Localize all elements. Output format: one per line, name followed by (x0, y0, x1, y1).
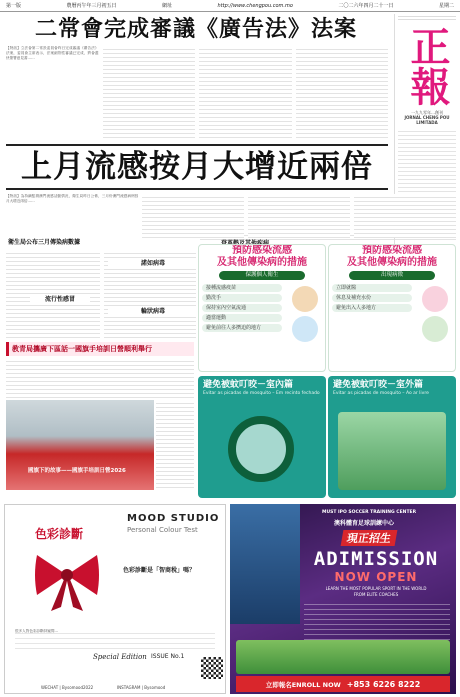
article-ad-law-col2 (103, 46, 196, 138)
soccer-school-name: MUST IPO SOCCER TRAINING CENTER (322, 510, 417, 515)
mosquito-indoor-title: 避免被蚊叮咬－室內篇 (203, 380, 294, 390)
site-url[interactable]: http://www.chengpou.com.mo (217, 2, 293, 9)
subhead-norovirus: 諾如病毒 (108, 260, 198, 268)
mosquito-panel-indoor (198, 376, 326, 498)
subhead-influenza: 流行性感冒 (30, 296, 90, 304)
panel-right-item: 避免出入人多地方 (332, 304, 412, 312)
ad-mood-edition: Special Edition (93, 653, 147, 661)
article-flu-top (6, 194, 456, 238)
panel-left-item: 接種流感疫苗 (202, 284, 282, 292)
qr-code-icon[interactable] (201, 657, 223, 679)
panel-left-item: 保持室內空氣流通 (202, 304, 282, 312)
masthead-english: JORNAL CHENG POU LIMITADA (404, 115, 450, 125)
issue-date: 二〇二六年四月二十一日 (338, 3, 394, 9)
outdoor-spray-photo (338, 412, 446, 490)
headline-education: 教青局攜廣下區話一國旗手培訓日營順利舉行 (12, 345, 152, 353)
article-ad-law-body (6, 46, 388, 138)
newspaper-logo: 正報 (404, 26, 451, 106)
ad-mood-wechat: WECHAT | Bysomood2022 (41, 685, 94, 690)
soccer-line-1: LEARN THE MOST POPULAR SPORT IN THE WORLD (325, 586, 427, 591)
soccer-players-photo (230, 504, 300, 624)
soccer-admission: ADIMISSION (313, 548, 439, 570)
flu-col-a (6, 250, 100, 340)
panel-left-title-1: 預防感染流感 (232, 245, 292, 256)
subhead-march-data: 衛生局公布三月傳染病數據 (8, 239, 81, 246)
ad-mood-issue: ISSUE No.1 (151, 653, 185, 660)
article-ad-law-lead: 【特訊】立法會第二常設委員會昨日完成審議《廣告法》法案，委員會主席表示，法案細則性審議已完成，將會盡快簽署意見書…… (6, 46, 99, 60)
education-side-text (156, 400, 194, 490)
site-label: 網址 (162, 3, 173, 9)
headline-flag-bar (6, 342, 194, 356)
article-flu-lead: 【特訊】為持續監測澳門流感活動情況，衛生局昨日公佈，三月份澳門流感病例按月大增近兩倍…… (6, 194, 139, 203)
subhead-rotavirus: 輪狀病毒 (108, 308, 198, 316)
panel-left-item: 避免前往人多擠迫的地方 (202, 324, 282, 332)
article-flu-col2 (142, 194, 244, 238)
ad-mood-studio-name: MOOD STUDIO (127, 513, 220, 524)
ad-mood-instagram: INSTAGRAM | Bysomood (117, 685, 166, 690)
mosquito-outdoor-title: 避免被蚊叮咬－室外篇 (333, 380, 424, 390)
doctor-illustration-icon (422, 286, 448, 312)
soccer-school-name-zh: 澳科體育足球訓練中心 (334, 520, 395, 527)
panel-right-step: 出現病徵 (349, 271, 435, 280)
lunar-date: 農曆丙午年三月初五日 (66, 3, 117, 9)
soccer-enroll-bar[interactable] (236, 676, 450, 692)
ad-mood-body: 很多人對色彩診斷持疑問… (15, 629, 59, 633)
panel-left-step: 保護個人衛生 (219, 271, 305, 280)
mosquito-outdoor-subtitle: Evitar as picadas de mosquito – Ao ar livre (333, 391, 429, 396)
prevention-panel-left (198, 244, 326, 372)
ad-mood-heading: 色彩診斷 (35, 527, 84, 541)
vaccine-illustration-icon (292, 286, 318, 312)
education-photo (6, 400, 154, 490)
panel-left-item: 適當運動 (202, 314, 282, 322)
handwash-illustration-icon (292, 316, 318, 342)
ad-mood-studio[interactable] (4, 504, 226, 694)
mosquito-indoor-subtitle: Evitar as picadas de mosquito – Em recinto fechado (203, 391, 320, 396)
panel-left-item: 勤洗手 (202, 294, 282, 302)
article-flu-col4 (354, 194, 456, 238)
article-ad-law-col4 (296, 46, 389, 138)
top-info-bar (0, 0, 460, 12)
panel-left-illustrations (285, 282, 325, 342)
red-bow-icon (31, 541, 103, 613)
page-number: 第一版 (6, 3, 22, 9)
soccer-line-2: FROM ELITE COACHES (353, 592, 399, 597)
education-body (6, 358, 194, 398)
panel-right-title-2: 及其他傳染病的措施 (347, 257, 437, 268)
headline-flu: 上月流感按月大增近兩倍 (21, 149, 373, 185)
ad-mood-question: 色彩診斷是「智商稅」嗎？ (123, 567, 196, 574)
mosquito-coil-icon (228, 416, 294, 482)
prevention-panel-right (328, 244, 456, 372)
ad-soccer-school[interactable] (230, 504, 456, 694)
soccer-now-open: NOW OPEN (334, 570, 418, 584)
ad-mood-studio-sub: Personal Colour Test (127, 526, 198, 534)
soccer-phone[interactable]: +853 6226 8222 (346, 679, 421, 689)
soccer-recruit-badge: 現正招生 (341, 530, 398, 546)
panel-right-item: 休息及補充水份 (332, 294, 412, 302)
article-ad-law-col3 (199, 46, 292, 138)
masthead-top-lines (398, 14, 456, 22)
photo-banner: 國旗下的故事——國旗手培訓日營2026 (28, 468, 126, 474)
panel-right-title-1: 預防感染流感 (362, 245, 422, 256)
mosquito-panel-outdoor (328, 376, 456, 498)
rest-illustration-icon (422, 316, 448, 342)
soccer-enroll-label: 立即報名ENROLL NOW (265, 680, 341, 689)
soccer-info-lines (304, 600, 450, 640)
panel-left-title-2: 及其他傳染病的措施 (217, 257, 307, 268)
article-flu-col3 (248, 194, 350, 238)
soccer-team-photo (236, 640, 450, 674)
panel-right-illustrations (415, 282, 455, 342)
masthead-tagline: 一九九零年…創刊 (411, 110, 443, 115)
panel-right-item: 立即就醫 (332, 284, 412, 292)
weekday: 星期二 (438, 3, 454, 9)
headline-ad-law: 二常會完成審議《廣告法》法案 (34, 16, 357, 42)
